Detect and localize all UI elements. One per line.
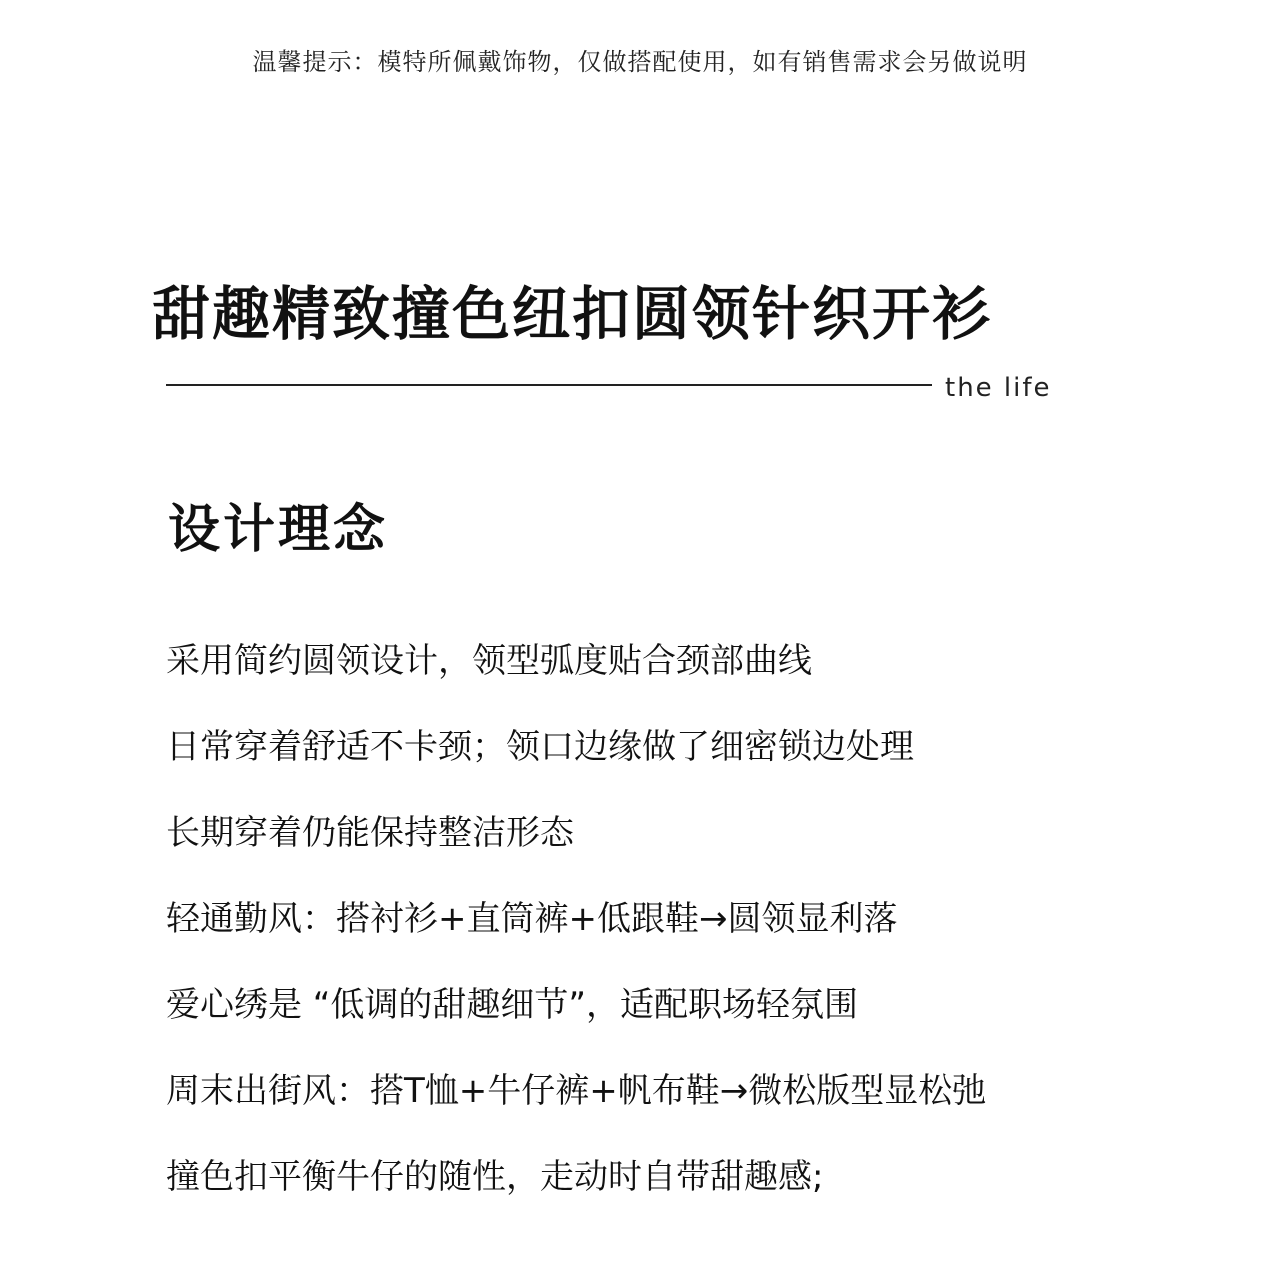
description-line: 周末出街风：搭T恤+牛仔裤+帆布鞋→微松版型显松弛 (166, 1071, 987, 1111)
notice-text: 温馨提示：模特所佩戴饰物，仅做搭配使用，如有销售需求会另做说明 (252, 48, 1028, 76)
subtitle: the life (945, 373, 1052, 403)
title-divider (166, 384, 932, 386)
section-heading: 设计理念 (168, 500, 389, 560)
description-list (166, 618, 1246, 1220)
description-line: 爱心绣是 “低调的甜趣细节”，适配职场轻氛围 (166, 985, 859, 1025)
description-line: 日常穿着舒适不卡颈；领口边缘做了细密锁边处理 (166, 727, 914, 767)
description-line: 撞色扣平衡牛仔的随性，走动时自带甜趣感; (166, 1157, 824, 1197)
product-title: 甜趣精致撞色纽扣圆领针织开衫 (152, 280, 993, 348)
description-line: 长期穿着仍能保持整洁形态 (166, 813, 574, 853)
description-line: 采用简约圆领设计，领型弧度贴合颈部曲线 (166, 641, 812, 681)
description-line: 轻通勤风：搭衬衫+直筒裤+低跟鞋→圆领显利落 (166, 899, 898, 939)
